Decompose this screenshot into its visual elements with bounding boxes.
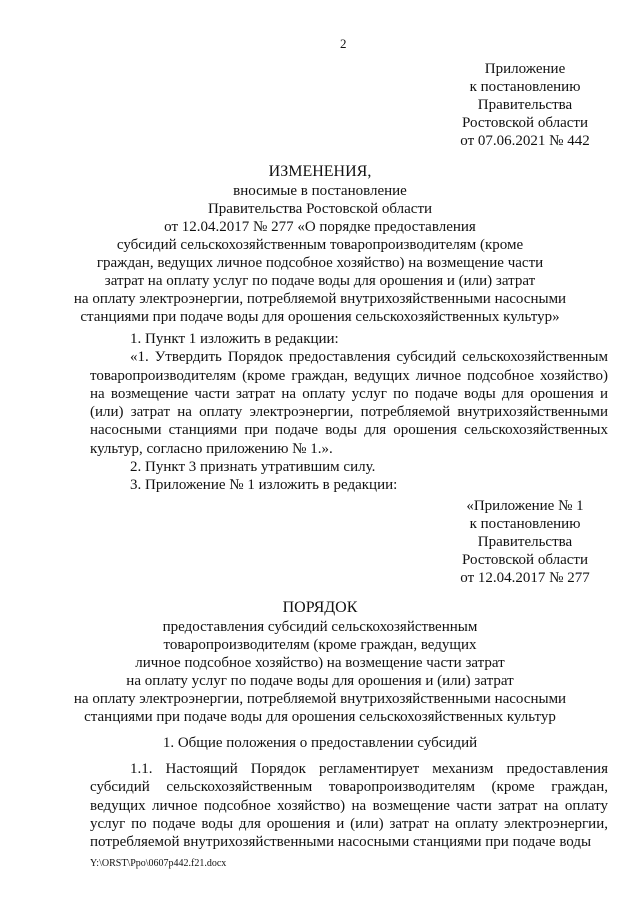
order-title-line: товаропроизводителям (кроме граждан, ведущих (163, 637, 477, 653)
section-1-title: 1. Общие положения о предоставлении субсидий (162, 735, 478, 751)
amendment-items (90, 330, 608, 495)
order-title-line: личное подсобное хозяйство) на возмещение части затрат (135, 655, 505, 671)
appendix-header-line: Ростовской области (462, 115, 588, 131)
order-title (0, 598, 640, 726)
appendix-1-header-line: Ростовской области (462, 552, 588, 568)
changes-title-line: от 12.04.2017 № 277 «О порядке предоставления (164, 219, 476, 235)
order-title-line: станциями при подаче воды для орошения сельскохозяйственных культур (84, 709, 556, 725)
order-title-line: предоставления субсидий сельскохозяйственным (162, 619, 478, 635)
item-2: 2. Пункт 3 признать утратившим силу. (130, 459, 376, 476)
appendix-header-line: от 07.06.2021 № 442 (460, 133, 590, 149)
changes-title-line: граждан, ведущих личное подсобное хозяйство) на возмещение части (96, 255, 544, 271)
item-1: 1. Пункт 1 изложить в редакции: (130, 331, 339, 347)
section-1-body (90, 760, 608, 851)
appendix-1-header-line: к постановлению (469, 516, 581, 532)
changes-title-line: затрат на оплату услуг по подаче воды для орошения и (или) затрат (104, 273, 536, 289)
appendix-header-line: Правительства (477, 97, 573, 113)
item-3: 3. Приложение № 1 изложить в редакции: (130, 477, 398, 494)
changes-title (0, 162, 640, 326)
changes-title-line: Правительства Ростовской области (207, 201, 433, 217)
appendix-1-header-line: Правительства (477, 534, 573, 550)
order-title-line: на оплату услуг по подаче воды для орошения и (или) затрат (126, 673, 514, 689)
changes-title-line: станциями при подаче воды для орошения сельскохозяйственных культур» (80, 309, 560, 325)
footer-file-path: Y:\ORST\Ppo\0607p442.f21.docx (90, 858, 227, 869)
changes-title-line: субсидий сельскохозяйственным товаропроизводителям (кроме (116, 237, 524, 253)
changes-title-line: вносимые в постановление (233, 183, 407, 199)
appendix-1-header-line: от 12.04.2017 № 277 (460, 570, 590, 586)
page-number: 2 (340, 36, 347, 51)
appendix-header-line: к постановлению (469, 79, 581, 95)
changes-title-line: на оплату электроэнергии, потребляемой внутрихозяйственными насосными (73, 291, 567, 307)
appendix-header-line: Приложение (484, 61, 566, 77)
section-1-paragraph: 1.1. Настоящий Порядок регламентирует механизм предоставления субсидий сельскохозяйственным товаропроизводителям (кроме граждан, ведущих личное подсобное хозяйство) на возмещение части затрат на оплату услуг по подаче воды для орошения и (или) затрат на оплату электроэнергии, потребляемой внутрихозяйственными насосными станциями при подаче воды (90, 761, 608, 851)
item-1-quote: «1. Утвердить Порядок предоставления субсидий сельскохозяйственным товаропроизводителям (кроме граждан, ведущих личное подсобное хозяйство) на возмещение части затрат на оплату услуг по подаче воды для орошения и (или) затрат на оплату электроэнергии, потребляемой внутрихозяйственными насосными станциями при подаче воды для орошения сельскохозяйственных культур, согласно приложению № 1.». (90, 349, 608, 457)
appendix-1-header-line: «Приложение № 1 (466, 498, 584, 514)
order-heading: ПОРЯДОК (282, 599, 358, 616)
appendix-1-header (440, 497, 610, 587)
order-title-line: на оплату электроэнергии, потребляемой внутрихозяйственными насосными (73, 691, 567, 707)
changes-heading: ИЗМЕНЕНИЯ, (268, 163, 372, 180)
appendix-header (440, 60, 610, 150)
